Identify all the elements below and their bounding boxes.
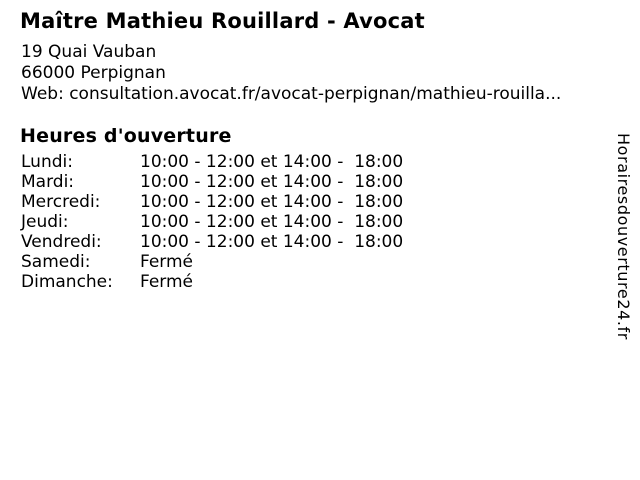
watermark-branding: Horairesdouverture24.fr (614, 133, 633, 340)
day-label: Dimanche: (21, 272, 113, 292)
address-street: 19 Quai Vauban (21, 42, 157, 62)
time-value: 10:00 - 12:00 et 14:00 - 18:00 (140, 212, 404, 232)
hours-row-saturday (21, 252, 403, 272)
day-label: Samedi: (21, 252, 91, 272)
time-value: 10:00 - 12:00 et 14:00 - 18:00 (140, 172, 404, 192)
opening-hours-heading: Heures d'ouverture (20, 125, 232, 147)
time-value: 10:00 - 12:00 et 14:00 - 18:00 (140, 152, 404, 172)
day-label: Mercredi: (21, 192, 101, 212)
hours-row-wednesday (21, 192, 403, 212)
hours-row-thursday (21, 212, 403, 232)
time-value: Fermé (140, 272, 194, 292)
opening-hours-table (21, 152, 403, 292)
day-label: Lundi: (21, 152, 73, 172)
time-value: Fermé (140, 252, 194, 272)
hours-row-friday (21, 232, 403, 252)
website-line: Web: consultation.avocat.fr/avocat-perpignan/mathieu-rouilla... (21, 84, 562, 104)
address-block (21, 42, 561, 105)
day-label: Mardi: (21, 172, 75, 192)
time-value: 10:00 - 12:00 et 14:00 - 18:00 (140, 192, 404, 212)
hours-row-monday (21, 152, 403, 172)
page-title: Maître Mathieu Rouillard - Avocat (20, 9, 425, 33)
day-label: Vendredi: (21, 232, 102, 252)
time-value: 10:00 - 12:00 et 14:00 - 18:00 (140, 232, 404, 252)
address-city: 66000 Perpignan (21, 63, 166, 83)
day-label: Jeudi: (21, 212, 69, 232)
hours-row-tuesday (21, 172, 403, 192)
hours-row-sunday (21, 272, 403, 292)
